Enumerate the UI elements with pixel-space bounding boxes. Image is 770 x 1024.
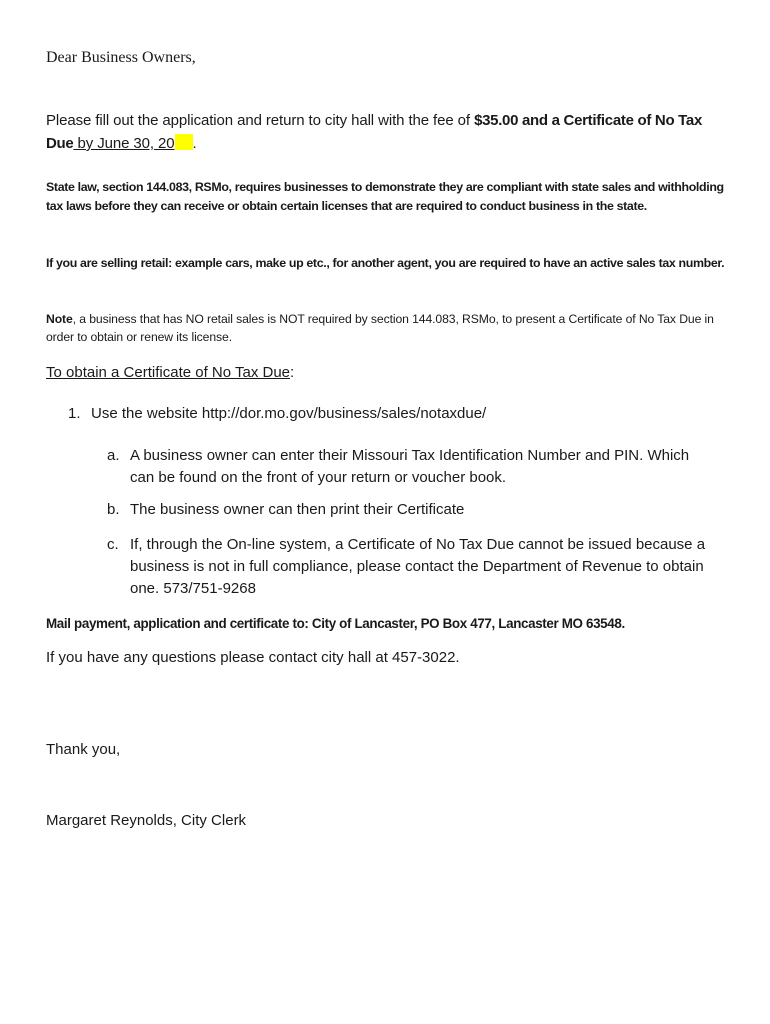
substep-letter: b. [107,501,120,518]
substep-letter: a. [107,447,120,464]
questions-line: If you have any questions please contact city hall at 457-3022. [46,649,460,666]
substep-b-text: The business owner can then print their Certificate [130,501,465,518]
step-1-text: Use the website http://dor.mo.gov/business/sales/notaxdue/ [91,405,487,422]
substep-b [107,499,707,521]
step-number: 1. [68,405,81,422]
fee-amount: $35.00 and a Certificate of No Tax Due [46,112,703,152]
step-1 [68,404,486,424]
substep-a-text: A business owner can enter their Missouri Tax Identification Number and PIN. Which can be found on the front of your return or voucher book. [130,447,690,486]
obtain-certificate-heading [46,363,294,383]
retail-notice-paragraph: If you are selling retail: example cars, make up etc., for another agent, you are required to have an active sales tax number. [46,256,725,270]
year-blank-highlight [175,134,193,150]
signature: Margaret Reynolds, City Clerk [46,812,247,829]
obtain-heading-text: To obtain a Certificate of No Tax Due [46,364,291,381]
note-label: Note [46,312,73,326]
closing: Thank you, [46,741,121,758]
state-law-paragraph: State law, section 144.083, RSMo, requires businesses to demonstrate they are compliant with state sales and withholding tax laws before they can receive or obtain certain licenses that are required to conduct business in the state. [46,180,724,213]
intro-text: Please fill out the application and return to city hall with the fee of [46,112,475,129]
deadline-period: . [192,135,197,152]
substep-c-text: If, through the On-line system, a Certificate of No Tax Due cannot be issued because a business is not in full compliance, please contact the Department of Revenue to obtain one. 573/751-9268 [130,536,706,597]
substep-letter: c. [107,536,119,553]
salutation: Dear Business Owners, [46,49,196,66]
obtain-heading-colon: : [290,364,295,381]
note-text: , a business that has NO retail sales is NOT required by section 144.083, RSMo, to present a Certificate of No Tax Due in order to obtain or renew its license. [46,312,714,344]
mail-instructions: Mail payment, application and certificate to: City of Lancaster, PO Box 477, Lancaster MO 63548. [46,616,625,631]
intro-paragraph [46,109,726,155]
substep-a [107,445,707,489]
note-paragraph [46,310,736,346]
deadline-text: by June 30, 20 [73,135,175,152]
substep-c [107,534,707,600]
